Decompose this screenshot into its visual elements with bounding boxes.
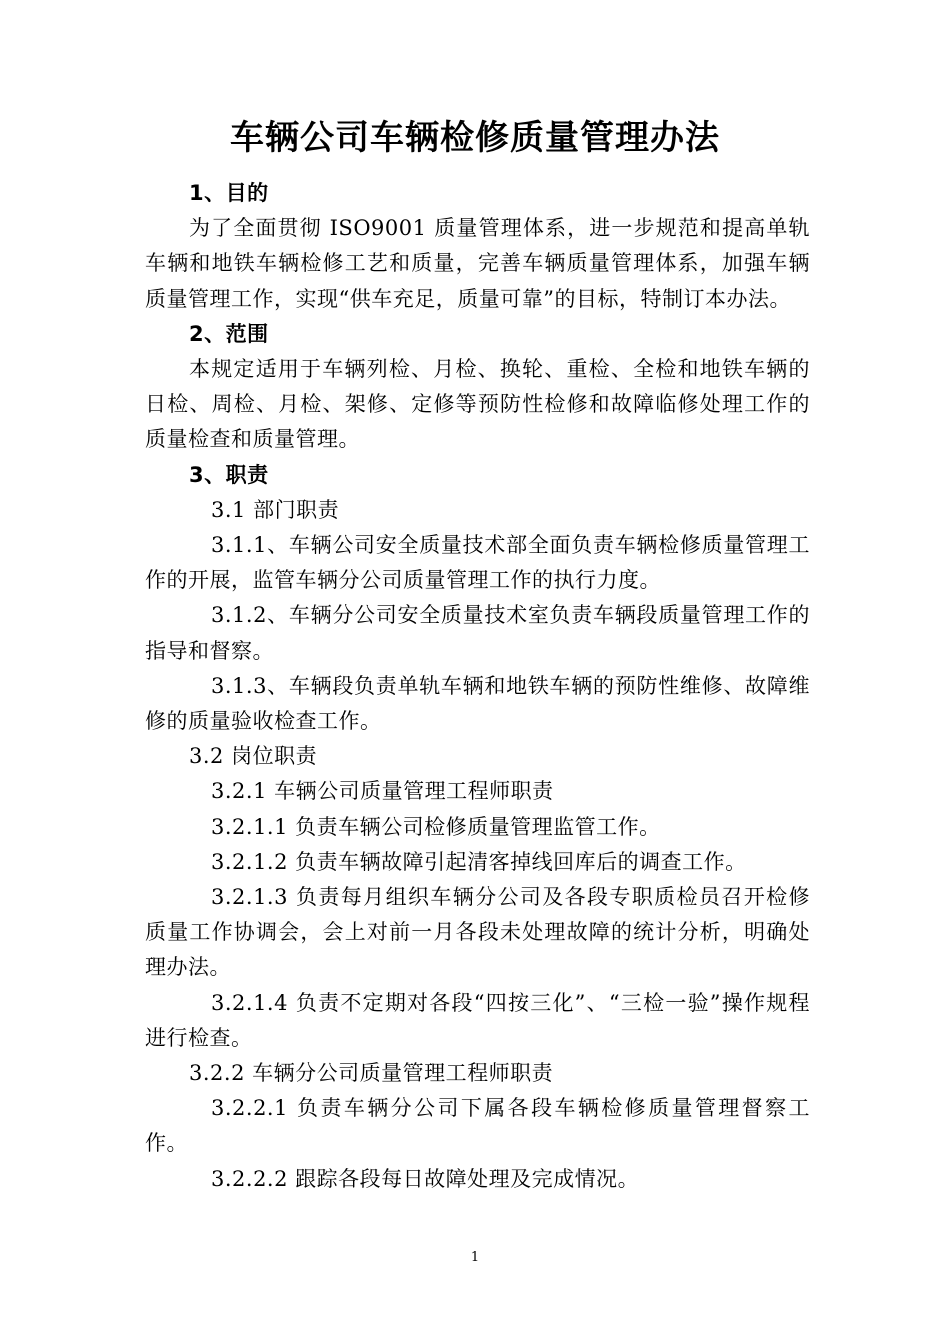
document-body — [145, 176, 810, 1197]
paragraph: 3.1.1、车辆公司安全质量技术部全面负责车辆检修质量管理工作的开展，监管车辆分公司质量管理工作的执行力度。 — [145, 533, 810, 593]
paragraph: 3.1.2、车辆分公司安全质量技术室负责车辆段质量管理工作的指导和督察。 — [145, 603, 810, 663]
subsection-heading: 3.2 岗位职责 — [189, 744, 318, 769]
section-heading: 3、职责 — [189, 462, 269, 487]
subsection-heading: 3.2.2 车辆分公司质量管理工程师职责 — [189, 1061, 554, 1086]
document-title: 车辆公司车辆检修质量管理办法 — [230, 118, 720, 158]
subsection-heading: 3.2.1 车辆公司质量管理工程师职责 — [211, 779, 554, 804]
subsection-heading: 3.1 部门职责 — [211, 497, 340, 522]
paragraph: 3.2.1.1 负责车辆公司检修质量管理监管工作。 — [211, 814, 661, 839]
paragraph: 3.2.2.1 负责车辆分公司下属各段车辆检修质量管理督察工作。 — [145, 1096, 810, 1156]
section-heading: 2、范围 — [189, 321, 269, 346]
section-heading: 1、目的 — [189, 181, 269, 205]
paragraph: 为了全面贯彻 ISO9001 质量管理体系，进一步规范和提高单轨车辆和地铁车辆检修工艺和质量，完善车辆质量管理体系，加强车辆质量管理工作，实现“供车充足，质量可靠”的目标，特制订本办法。 — [145, 216, 810, 311]
paragraph: 本规定适用于车辆列检、月检、换轮、重检、全检和地铁车辆的日检、周检、月检、架修、定修等预防性检修和故障临修处理工作的质量检查和质量管理。 — [145, 357, 810, 452]
paragraph: 3.2.1.4 负责不定期对各段“四按三化”、“三检一验”操作规程进行检查。 — [145, 990, 810, 1050]
paragraph: 3.1.3、车辆段负责单轨车辆和地铁车辆的预防性维修、故障维修的质量验收检查工作。 — [145, 673, 810, 734]
paragraph: 3.2.1.2 负责车辆故障引起清客掉线回库后的调查工作。 — [211, 849, 747, 874]
page-number: 1 — [470, 1250, 480, 1265]
paragraph: 3.2.2.2 跟踪各段每日故障处理及完成情况。 — [211, 1166, 640, 1191]
paragraph: 3.2.1.3 负责每月组织车辆分公司及各段专职质检员召开检修质量工作协调会，会上对前一月各段未处理故障的统计分析，明确处理办法。 — [145, 885, 810, 980]
